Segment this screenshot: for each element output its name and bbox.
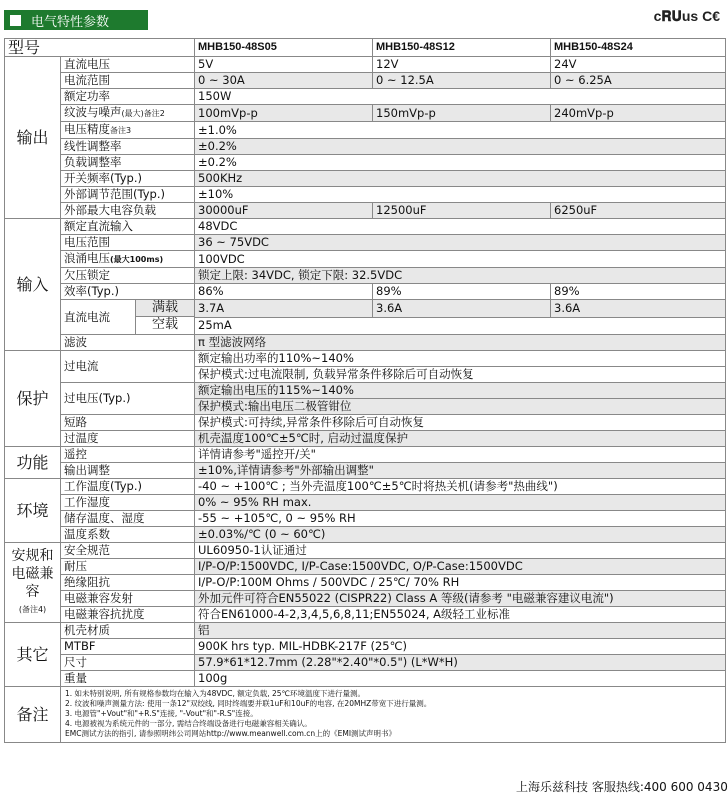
cell: ±10%,详情请参考"外部输出调整": [195, 463, 726, 479]
cell: 5V: [195, 57, 373, 73]
model-1: MHB150-48S05: [195, 39, 373, 57]
row-label: 电磁兼容发射: [61, 591, 195, 607]
row-label: 浪涌电压(最大100ms): [61, 251, 195, 268]
row-label: 电磁兼容抗扰度: [61, 607, 195, 623]
row-label: 欠压锁定: [61, 268, 195, 284]
cell: 3.6A: [373, 300, 551, 318]
cell: 0 ~ 12.5A: [373, 73, 551, 89]
cell: 3.6A: [551, 300, 726, 318]
row-label: 直流电压: [61, 57, 195, 73]
model-2: MHB150-48S12: [373, 39, 551, 57]
cell: UL60950-1认证通过: [195, 543, 726, 559]
row-label: 开关频率(Typ.): [61, 171, 195, 187]
cell: 机壳温度100℃±5℃时, 启动过温度保护: [195, 431, 726, 447]
cell: 900K hrs typ. MIL-HDBK-217F (25℃): [195, 639, 726, 655]
model-3: MHB150-48S24: [551, 39, 726, 57]
row-label: 电流范围: [61, 73, 195, 89]
cell: 25mA: [195, 317, 726, 335]
cell: 100mVp-p: [195, 105, 373, 122]
cell: 57.9*61*12.7mm (2.28"*2.40"*0.5") (L*W*H): [195, 655, 726, 671]
row-label: 过电流: [61, 351, 195, 383]
row-label: 输出调整: [61, 463, 195, 479]
row-label: 电压范围: [61, 235, 195, 251]
cell: 额定输出电压的115%~140%: [195, 383, 726, 399]
cell: 48VDC: [195, 219, 726, 235]
table-header-row: [5, 39, 726, 57]
row-label: 工作温度(Typ.): [61, 479, 195, 495]
note-line: 4. 电源被视为系统元件的一部分, 需结合终端设备进行电磁兼容相关确认。: [65, 719, 312, 728]
row-label: 直流电流 满载 空载: [61, 300, 195, 335]
cell: 240mVp-p: [551, 105, 726, 122]
row-label: 负载调整率: [61, 155, 195, 171]
cell: ±0.2%: [195, 155, 726, 171]
cell: 500KHz: [195, 171, 726, 187]
note-line: 2. 纹波和噪声测量方法: 使用一条12"双绞线, 同时终端要并联1uF和10uF的电容, 在20MHZ带宽下进行量测。: [65, 699, 432, 708]
row-label: 线性调整率: [61, 139, 195, 155]
row-label: 过电压(Typ.): [61, 383, 195, 415]
row-label: 电压精度备注3: [61, 122, 195, 139]
cell: ±10%: [195, 187, 726, 203]
row-label: 重量: [61, 671, 195, 687]
brand-hotline: 上海乐兹科技 客服热线:400 600 0430: [516, 780, 728, 794]
section-others: 其它: [5, 623, 61, 687]
cell: 0 ~ 30A: [195, 73, 373, 89]
row-label: 机壳材质: [61, 623, 195, 639]
cell: 6250uF: [551, 203, 726, 219]
cell: I/P-O/P:1500VDC, I/P-Case:1500VDC, O/P-Case:1500VDC: [195, 559, 726, 575]
cell: -55 ~ +105℃, 0 ~ 95% RH: [195, 511, 726, 527]
cell: 12V: [373, 57, 551, 73]
cell: 89%: [373, 284, 551, 300]
section-function: 功能: [5, 447, 61, 479]
square-icon: [10, 15, 21, 26]
section-environment: 环境: [5, 479, 61, 543]
spec-table: [4, 38, 726, 743]
row-label: 尺寸: [61, 655, 195, 671]
cell: -40 ~ +100℃ ; 当外壳温度100℃±5℃时将热关机(请参考"热曲线"): [195, 479, 726, 495]
section-output: 输出: [5, 57, 61, 219]
row-label: 工作湿度: [61, 495, 195, 511]
cell: 150W: [195, 89, 726, 105]
row-label: 过温度: [61, 431, 195, 447]
row-label: 滤波: [61, 335, 195, 351]
cell: 额定输出功率的110%~140%: [195, 351, 726, 367]
row-label: 短路: [61, 415, 195, 431]
cell: 100g: [195, 671, 726, 687]
row-label: 额定直流输入: [61, 219, 195, 235]
cell: ±1.0%: [195, 122, 726, 139]
model-label: 型号: [5, 39, 195, 57]
section-safety: 安规和电磁兼容 (备注4): [5, 543, 61, 623]
cell: 24V: [551, 57, 726, 73]
section-protection: 保护: [5, 351, 61, 447]
row-label: 遥控: [61, 447, 195, 463]
row-label: MTBF: [61, 639, 195, 655]
cell: 详情请参考"遥控开/关": [195, 447, 726, 463]
cell: 外加元件可符合EN55022 (CISPR22) Class A 等级(请参考 "电磁兼容建议电流"): [195, 591, 726, 607]
row-label: 绝缘阻抗: [61, 575, 195, 591]
cell: 12500uF: [373, 203, 551, 219]
cell: 保护模式:输出电压二极管钳位: [195, 399, 726, 415]
section-title: 电气特性参数: [31, 14, 110, 30]
note-line: EMC测试方法的指引, 请参照明纬公司网站http://www.meanwell.com.cn上的《EMI测试声明书》: [65, 729, 397, 738]
cell: 锁定上限: 34VDC, 锁定下限: 32.5VDC: [195, 268, 726, 284]
cell: π 型滤波网络: [195, 335, 726, 351]
cell: ±0.03%/℃ (0 ~ 60℃): [195, 527, 726, 543]
section-input: 输入: [5, 219, 61, 351]
row-label: 效率(Typ.): [61, 284, 195, 300]
row-label: 外部最大电容负载: [61, 203, 195, 219]
cell: 保护模式:可持续,异常条件移除后可自动恢复: [195, 415, 726, 431]
row-label: 额定功率: [61, 89, 195, 105]
cell: 100VDC: [195, 251, 726, 268]
cell: I/P-O/P:100M Ohms / 500VDC / 25℃/ 70% RH: [195, 575, 726, 591]
cell: 30000uF: [195, 203, 373, 219]
cell: 0% ~ 95% RH max.: [195, 495, 726, 511]
row-label: 温度系数: [61, 527, 195, 543]
row-label: 外部调节范围(Typ.): [61, 187, 195, 203]
section-notes: 备注: [5, 687, 61, 743]
cell: 3.7A: [195, 300, 373, 318]
cell: 86%: [195, 284, 373, 300]
cell: 符合EN61000-4-2,3,4,5,6,8,11;EN55024, A级轻工业标准: [195, 607, 726, 623]
row-label: 纹波与噪声(最大)备注2: [61, 105, 195, 122]
row-label: 安全规范: [61, 543, 195, 559]
cell: 铝: [195, 623, 726, 639]
note-line: 1. 如未特别说明, 所有规格参数均在输入为48VDC, 额定负载, 25℃环境温度下进行量测。: [65, 689, 365, 698]
cell: 89%: [551, 284, 726, 300]
row-label: 储存温度、湿度: [61, 511, 195, 527]
cell: 0 ~ 6.25A: [551, 73, 726, 89]
note-line: 3. 电源管"+Vout"和"+R.S"连接, "-Vout"和"-R.S"连接。: [65, 709, 258, 718]
section-header: [4, 10, 148, 30]
cell: 36 ~ 75VDC: [195, 235, 726, 251]
row-label: 耐压: [61, 559, 195, 575]
cell: ±0.2%: [195, 139, 726, 155]
cell: 150mVp-p: [373, 105, 551, 122]
cell: 保护模式:过电流限制, 负载异常条件移除后可自动恢复: [195, 367, 726, 383]
certification-marks: c𝐑𝐔us C€: [653, 8, 720, 24]
notes-cell: [61, 687, 726, 743]
